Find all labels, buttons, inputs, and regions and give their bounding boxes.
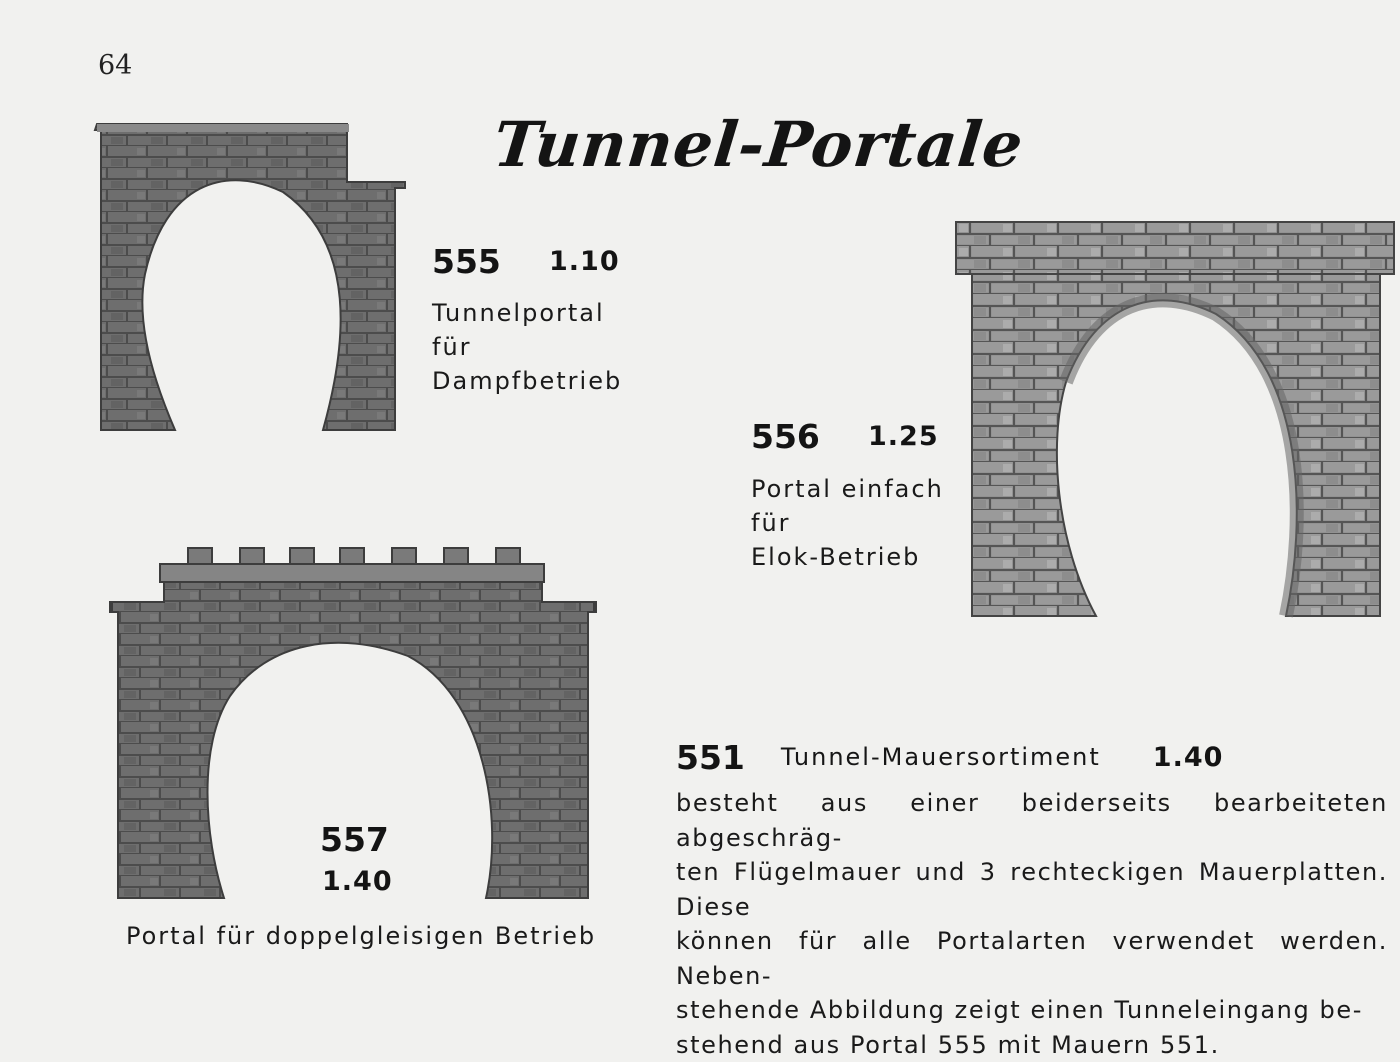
- item-551-description: [676, 786, 1388, 1062]
- item-557-number: 557: [320, 820, 389, 859]
- item-555-number: 555: [432, 242, 501, 281]
- item-555-desc-line: Tunnelportal: [432, 296, 622, 330]
- item-551-price: 1.40: [1153, 742, 1224, 773]
- item-556-description: [751, 472, 944, 574]
- item-551-name: Tunnel-Mauersortiment: [781, 743, 1101, 771]
- item-551-heading: [676, 738, 1223, 777]
- item-551-number: 551: [676, 738, 745, 777]
- item-551-body-line: stehend aus Portal 555 mit Mauern 551.: [676, 1028, 1388, 1062]
- page-number: 64: [98, 50, 132, 81]
- item-556-price: 1.25: [868, 421, 939, 452]
- tunnel-portal-556-icon: [956, 222, 1394, 618]
- item-557-price: 1.40: [322, 866, 393, 897]
- item-555-description: [432, 296, 622, 398]
- item-551-body-line: ten Flügelmauer und 3 rechteckigen Mauerplatten. Diese: [676, 855, 1388, 924]
- page-title: Tunnel-Portale: [490, 108, 1027, 181]
- item-557-caption: Portal für doppelgleisigen Betrieb: [126, 922, 596, 950]
- item-556-desc-line: für: [751, 506, 944, 540]
- item-556-desc-line: Portal einfach: [751, 472, 944, 506]
- item-556-desc-line: Elok-Betrieb: [751, 540, 944, 574]
- item-555-desc-line: Dampfbetrieb: [432, 364, 622, 398]
- tunnel-portal-555-icon: [95, 124, 407, 434]
- item-551-body-line: besteht aus einer beiderseits bearbeiteten abgeschräg-: [676, 786, 1388, 855]
- item-556-number: 556: [751, 417, 820, 456]
- item-555-price: 1.10: [549, 246, 620, 277]
- item-551-body-line: stehende Abbildung zeigt einen Tunneleingang be-: [676, 993, 1388, 1028]
- item-555-desc-line: für: [432, 330, 622, 364]
- item-551-body-line: können für alle Portalarten verwendet werden. Neben-: [676, 924, 1388, 993]
